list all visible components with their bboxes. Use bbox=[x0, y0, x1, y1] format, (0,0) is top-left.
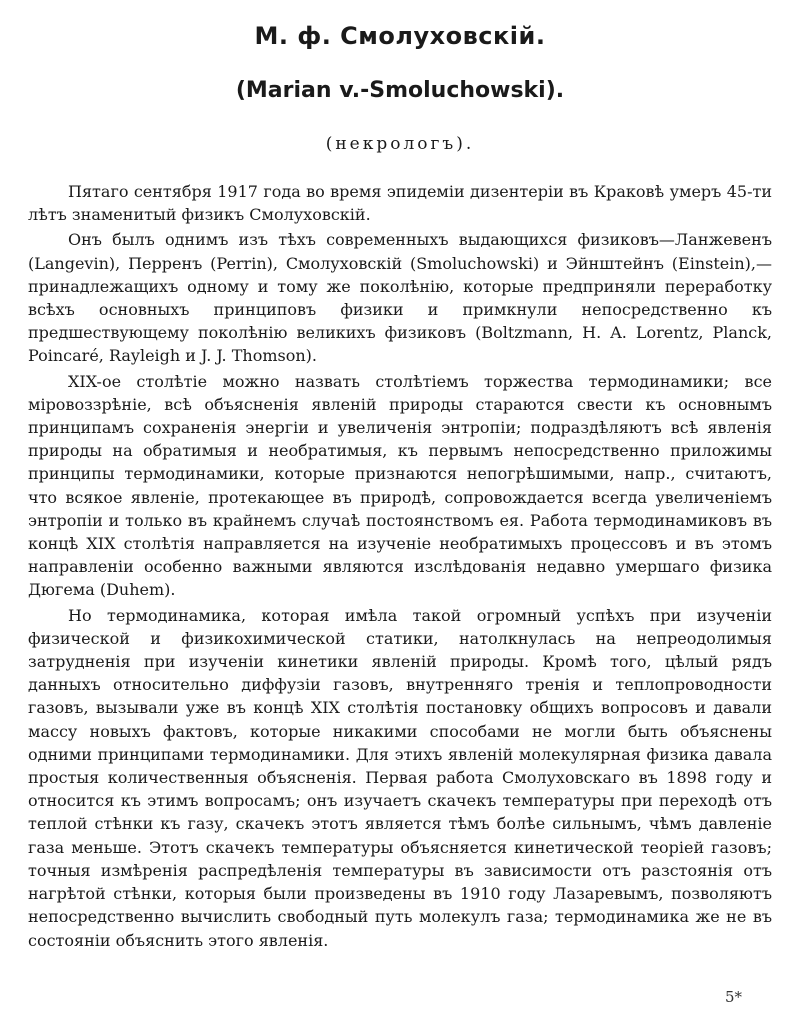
paragraph-1: Пятаго сентября 1917 года во время эпидеміи дизентеріи въ Краковѣ умеръ 45-ти лѣтъ знаменитый физикъ Смолуховскій. bbox=[28, 182, 772, 225]
paragraph-4: Но термодинамика, которая имѣла такой огромный успѣхъ при изученіи физической и физикохимической статики, натолкнулась на непреодолимыя затрудненія при изученіи кинетики явленій природы. Кромѣ того, цѣлый рядъ данныхъ относительно диффузіи газовъ, внутренняго тренія и теплопроводности газовъ, вызывали уже въ концѣ XIX столѣтія постановку общихъ вопросовъ и давали массу новыхъ фактовъ, которые никакими способами не могли быть объяснены одними принципами термодинамики. Для этихъ явленій молекулярная физика давала простыя количественныя объясненія. Первая работа Смолуховскаго въ 1898 году и относится къ этимъ вопросамъ; онъ изучаетъ скачекъ температуры при переходѣ отъ теплой стѣнки къ газу, скачекъ этотъ является тѣмъ болѣе сильнымъ, чѣмъ давленіе газа меньше. Этотъ скачекъ температуры объясняется кинетической теоріей газовъ; точныя измѣренія распредѣленія температуры въ зависимости отъ разстоянія отъ нагрѣтой стѣнки, которыя были произведены въ 1910 году Лазаревымъ, позволяютъ непосредственно вычислить свободный путь молекулъ газа; термодинамика же не въ состояніи объяснить этого явленія. bbox=[28, 605, 772, 950]
page-subtitle: (Marian v.-Smoluchowski). bbox=[235, 78, 565, 103]
page-title: М. ф. Смолуховскій. bbox=[254, 22, 546, 50]
signature-mark: 5* bbox=[724, 988, 742, 1006]
paragraph-3: XIX-ое столѣтіе можно назвать столѣтіемъ торжества термодинамики; все міровоззрѣніе, всѣ объясненія явленій природы стараются свести къ основнымъ принципамъ сохраненія энергіи и увеличенія энтропіи; подраздѣляютъ всѣ явленія природы на обратимыя и необратимыя, къ первымъ непосредственно приложимы принципы термодинамики, которые признаются непогрѣшимыми, напр., считаютъ, что всякое явленіе, протекающее въ природѣ, сопровождается всегда увеличеніемъ энтропіи и только въ крайнемъ случаѣ постоянствомъ ея. Работа термодинамиковъ въ концѣ XIX столѣтія направляется на изученіе необратимыхъ процессовъ и въ этомъ направленіи особенно важными являются изслѣдованія недавно умершаго физика Дюгема (Duhem). bbox=[28, 371, 772, 600]
paragraph-2: Онъ былъ однимъ изъ тѣхъ современныхъ выдающихся физиковъ—Ланжевенъ (Langevin), Перренъ (Perrin), Смолуховскій (Smoluchowski) и Эйнштейнъ (Einstein),—принадлежащихъ одному и тому же поколѣнію, которые предприняли переработку всѣхъ основныхъ принциповъ физики и примкнули непосредственно къ предшествующему поколѣнію великихъ физиковъ (Boltzmann, H. A. Lorentz, Planck, Poincaré, Rayleigh и J. J. Thomson). bbox=[28, 230, 772, 366]
section-label: (некрологъ). bbox=[325, 134, 475, 154]
article-body bbox=[28, 180, 772, 952]
